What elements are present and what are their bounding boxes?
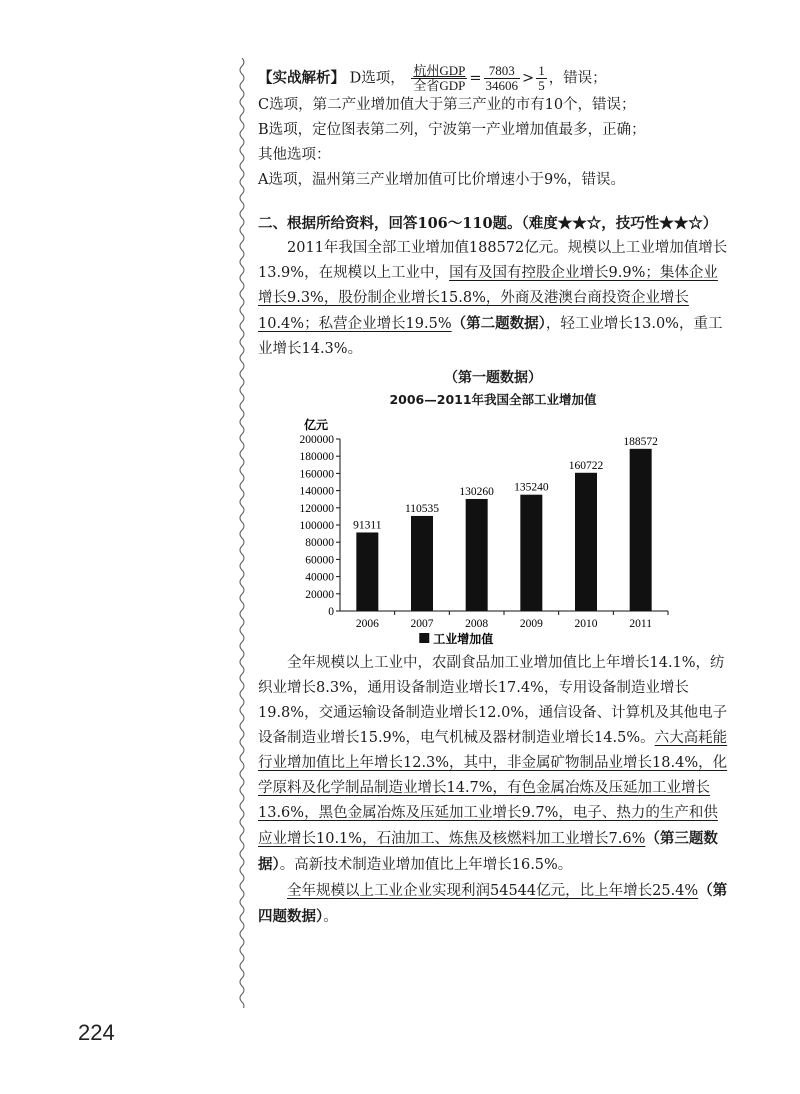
paragraph-1: 2011年我国全部工业增加值188572亿元。规模以上工业增加值增长13.9%，在规模以上工业中，国有及国有控股企业增长9.9%；集体企业增长9.3%，股份制企业增长15.8%，外商及港澳台商投资企业增长10.4%；私营企业增长19.5%（第二题数据），轻工业增长13.0%，重工业增长14.3%。 — [258, 240, 728, 357]
data-tag: （第四题数据） — [258, 882, 728, 925]
y-tick-label: 120000 — [299, 502, 334, 515]
y-tick-label: 0 — [328, 606, 334, 618]
x-tick-label: 2007 — [410, 618, 434, 630]
y-tick-label: 40000 — [305, 571, 334, 584]
bar — [630, 449, 652, 611]
analysis-line-1: 【实战解析】 D选项， $\frac{\text{杭州GDP}}{\text{全省GDP}}$ = $\frac{7803}{34606}$ > $\frac{1}{5}$ ，错误； — [258, 63, 607, 93]
underlined-text: 全年规模以上工业企业实现利润54544亿元，比上年增长25.4% — [287, 883, 699, 899]
section-title: 二、根据所给资料，回答106～110题。（难度★★☆，技巧性★★☆） — [258, 215, 718, 232]
bar — [411, 516, 433, 611]
x-tick-label: 2011 — [629, 618, 652, 630]
chart-title: 2006—2011年我国全部工业增加值 — [389, 392, 597, 407]
page-number: 224 — [78, 1020, 115, 1045]
fraction-values: $\frac{7803}{34606}$ — [485, 63, 519, 93]
analysis-line-5: A选项，温州第三产业增加值可比价增速小于9%，错误。 — [258, 172, 625, 188]
skill-stars: ★★☆ — [659, 215, 703, 232]
underlined-text: 国有及国有控股企业增长9.9%；集体企业增长9.3%，股份制企业增长15.8%，外商及港澳台商投资企业增长10.4%；私营企业增长19.5% — [258, 265, 718, 332]
fraction-gdp-ratio: $\frac{\text{杭州GDP}}{\text{全省GDP}}$ — [413, 63, 466, 93]
bar-value-label: 188572 — [623, 435, 658, 448]
wavy-margin-line — [236, 58, 248, 1008]
bar-value-label: 130260 — [459, 485, 494, 498]
y-tick-label: 160000 — [299, 468, 334, 481]
bar — [356, 532, 378, 611]
legend-label: 工业增加值 — [433, 632, 494, 646]
underlined-text: 六大高耗能行业增加值比上年增长12.3%，其中，非金属矿物制品业增长18.4%，化学原料及化学制品制造业增长14.7%，有色金属冶炼及压延加工业增长13.6%，黑色金属冶炼及压延加工业增长9.7%，电子、热力的生产和供应业增长10.1%，石油加工、炼焦及核燃料加工业增长7.6% — [258, 730, 728, 847]
figure-label: （第一题数据） — [444, 370, 542, 386]
difficulty-stars: ★★☆ — [557, 215, 602, 232]
x-tick-label: 2006 — [355, 618, 379, 630]
fraction-one-fifth: $\frac{1}{5}$ — [538, 63, 545, 93]
paragraph-2: 全年规模以上工业中，农副食品加工业增加值比上年增长14.1%，纺织业增长8.3%，通用设备制造业增长17.4%，专用设备制造业增长19.8%，交通运输设备制造业增长12.0%，通信设备、计算机及其他电子设备制造业增长15.9%，电气机械及器材制造业增长14.5%。六大高耗能行业增加值比上年增长12.3%，其中，非金属矿物制品业增长18.4%，化学原料及化学制品制造业增长14.7%，有色金属冶炼及压延加工业增长13.6%，黑色金属冶炼及压延加工业增长9.7%，电子、热力的生产和供应业增长10.1%，石油加工、炼焦及核燃料加工业增长7.6%（第三题数据）。高新技术制造业增加值比上年增长16.5%。 — [258, 655, 728, 873]
y-tick-label: 200000 — [299, 434, 334, 446]
bar-value-label: 160722 — [568, 459, 604, 472]
y-tick-label: 100000 — [299, 520, 334, 532]
bar-chart — [258, 411, 728, 651]
chart-svg — [258, 411, 728, 651]
y-tick-label: 60000 — [305, 554, 334, 567]
x-tick-label: 2009 — [519, 618, 543, 630]
page-content — [258, 64, 728, 930]
x-tick-label: 2010 — [574, 618, 598, 630]
bar-value-label: 91311 — [353, 519, 382, 532]
bar — [520, 495, 542, 611]
data-tag: （第三题数据） — [258, 830, 718, 873]
y-tick-label: 80000 — [305, 537, 334, 550]
analysis-line-2: C选项，第二产业增加值大于第三产业的市有10个，错误； — [258, 97, 636, 113]
y-tick-label: 20000 — [305, 588, 334, 601]
bar-value-label: 110535 — [404, 502, 440, 515]
y-tick-label: 140000 — [299, 485, 334, 498]
analysis-label: 【实战解析】 — [258, 69, 345, 87]
analysis-line-4: 其他选项： — [258, 147, 331, 163]
bar — [575, 473, 597, 611]
analysis-line-3: B选项，定位图表第二列，宁波第一产业增加值最多，正确； — [258, 122, 646, 138]
data-tag: （第二题数据） — [451, 315, 546, 332]
bar-value-label: 135240 — [514, 481, 549, 494]
x-tick-label: 2008 — [465, 618, 489, 630]
legend-swatch — [419, 633, 429, 643]
y-axis-unit-label: 亿元 — [304, 418, 329, 432]
paragraph-3: 全年规模以上工业企业实现利润54544亿元，比上年增长25.4%（第四题数据）。 — [258, 882, 728, 925]
bar — [466, 499, 488, 611]
y-tick-label: 180000 — [299, 451, 334, 464]
